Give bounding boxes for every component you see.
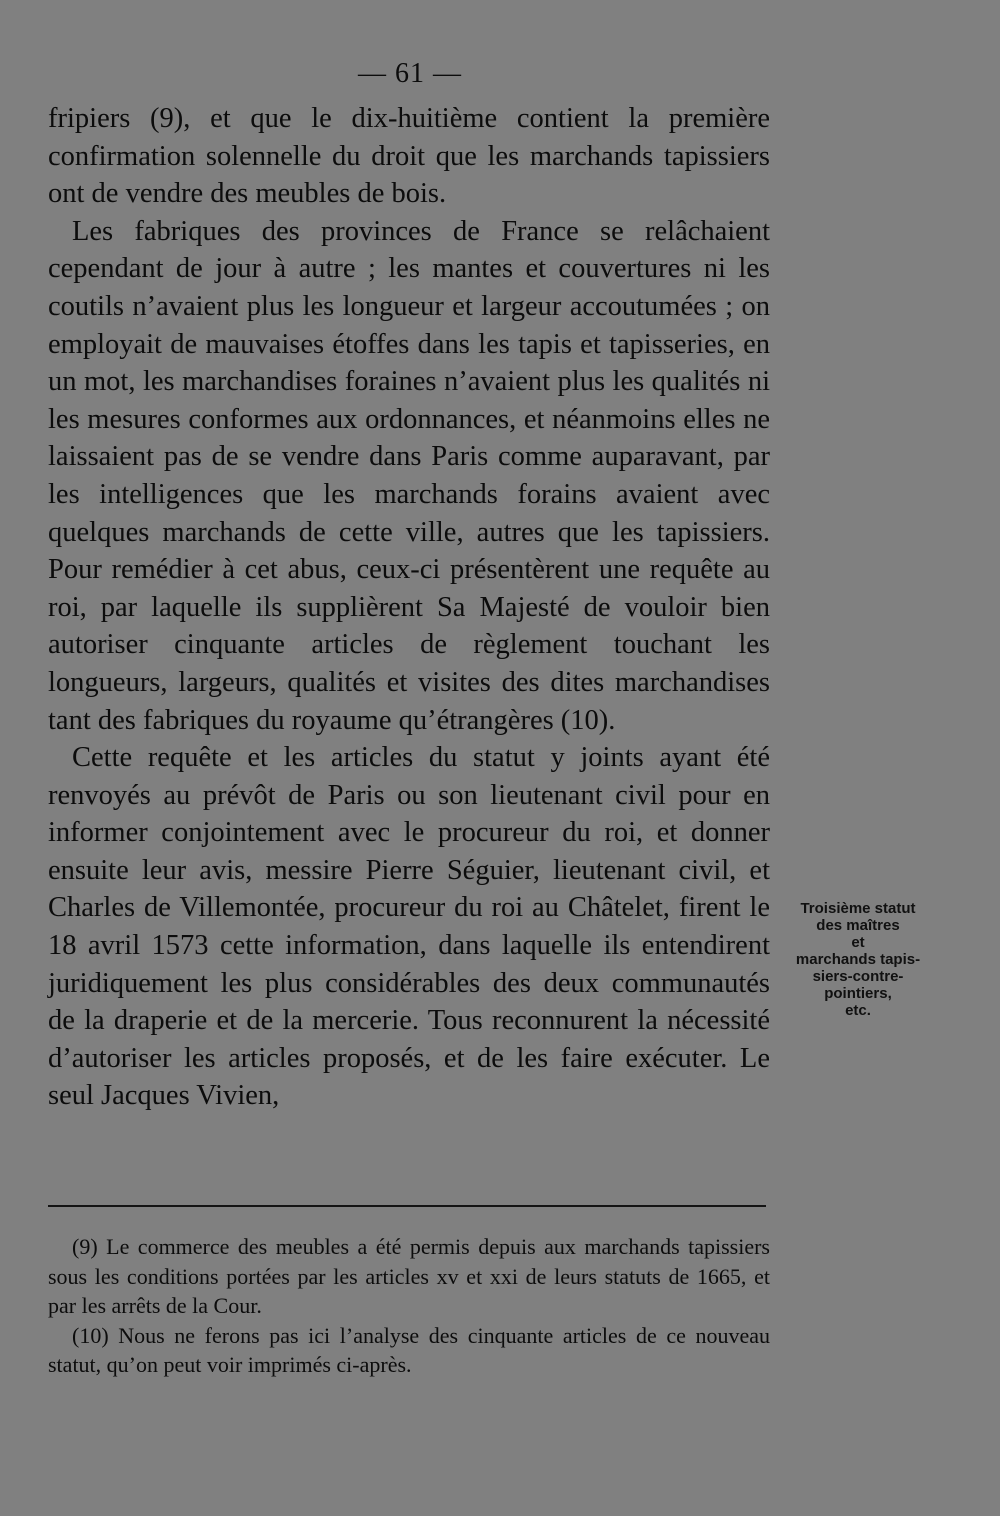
margin-note-line-6: pointiers, [824, 985, 892, 1002]
margin-note-line-5: siers-contre- [812, 968, 904, 985]
margin-note-line-4: marchands tapis- [795, 951, 921, 968]
footnote-divider [48, 1205, 766, 1207]
margin-note [776, 900, 940, 1019]
footnote-9: (9) Le commerce des meubles a été permis depuis aux marchands tapissiers sous les conditions portées par les articles xv et xxi de leurs statuts de 1665, et par les arrêts de la Cour. [48, 1234, 770, 1318]
footnotes [48, 1232, 770, 1380]
page-number: — 61 — [358, 58, 462, 89]
paragraph-2: Les fabriques des provinces de France se relâchaient cependant de jour à autre ; les mantes et couvertures ni les coutils n’avaient plus les longueur et largeur accoutumées ; on employait de mauvaises étoffes dans les tapis et tapisseries, en un mot, les marchandises foraines n’avaient plus les qualités ni les mesures conformes aux ordonnances, et néanmoins elles ne laissaient pas de se vendre dans Paris comme auparavant, par les intelligences que les marchands forains avaient avec quelques marchands de cette ville, autres que les tapissiers. Pour remédier à cet abus, ceux-ci présentèrent une requête au roi, par laquelle ils supplièrent Sa Majesté de vouloir bien autoriser cinquante articles de règlement touchant les longueurs, largeurs, qualités et visites des dites marchandises tant des fabriques du royaume qu’étrangères (10). [48, 215, 770, 736]
body-text [48, 100, 770, 1115]
footnote-10: (10) Nous ne ferons pas ici l’analyse des cinquante articles de ce nouveau statut, qu’on peut voir imprimés ci-après. [48, 1322, 770, 1377]
margin-note-line-3: et [851, 934, 865, 951]
margin-note-line-1: Troisième statut [800, 900, 916, 917]
paragraph-1: fripiers (9), et que le dix-huitième contient la première confirmation solennelle du droit que les marchands tapissiers ont de vendre des meubles de bois. [48, 103, 770, 210]
margin-note-line-2: des maîtres [816, 917, 900, 934]
margin-note-line-7: etc. [845, 1002, 871, 1019]
paragraph-3: Cette requête et les articles du statut y joints ayant été renvoyés au prévôt de Paris ou son lieutenant civil pour en informer conjointement avec le procureur du roi, et donner ensuite leur avis, messire Pierre Séguier, lieutenant civil, et Charles de Villemontée, procureur du roi au Châtelet, firent le 18 avril 1573 cette information, dans laquelle ils entendirent juridiquement les plus considérables des deux communautés de la draperie et de la mercerie. Tous reconnurent la nécessité d’autoriser les articles proposés, et de les faire exécuter. Le seul Jacques Vivien, [48, 742, 770, 1112]
